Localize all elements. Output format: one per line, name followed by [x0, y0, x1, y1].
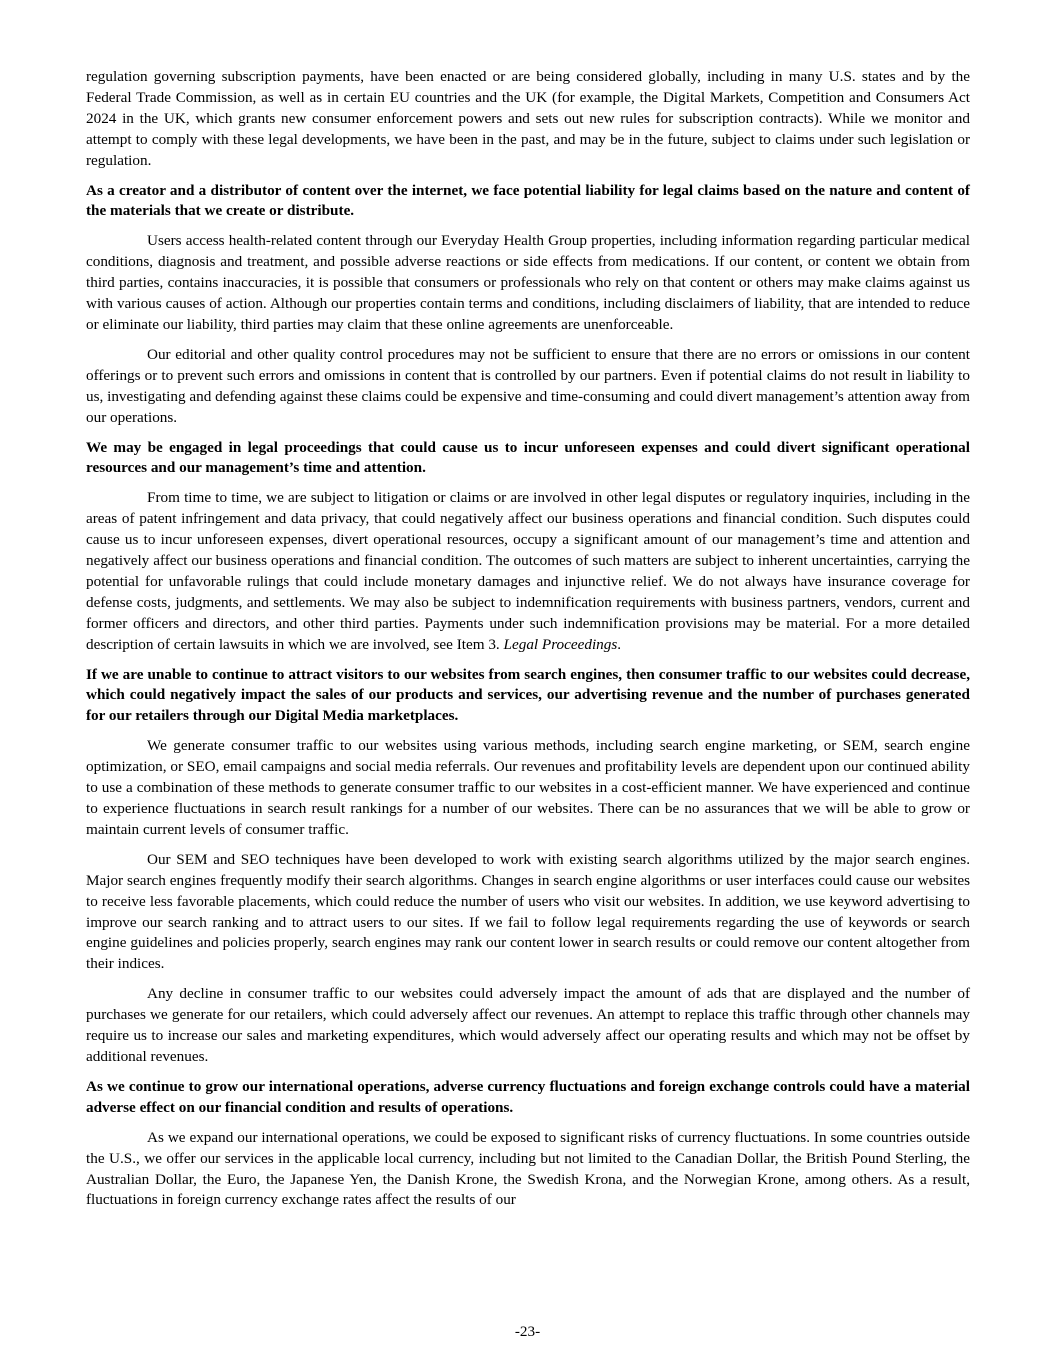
- paragraph-health-content: Users access health-related content through our Everyday Health Group properties, including information regarding particular medical conditions, diagnosis and treatment, and possible adverse reactions or side effects from medications. If our content, or content we obtain from third parties, contains inaccuracies, it is possible that consumers or professionals who rely on that content or others may make claims against us with various causes of action. Although our properties contain terms and conditions, including disclaimers of liability, that are intended to reduce or eliminate our liability, third parties may claim that these online agreements are unenforceable.: [86, 232, 970, 333]
- heading-content-liability: As a creator and a distributor of content over the internet, we face potential liability for legal claims based on the nature and content of the materials that we create or distribute.: [86, 181, 970, 220]
- paragraph-traffic-decline: Any decline in consumer traffic to our websites could adversely impact the amount of ads that are displayed and the number of purchases we generate for our retailers, which could adversely affect our revenues. An attempt to replace this traffic through other channels may require us to increase our sales and marketing expenditures, which would adversely affect our operating results and which may not be offset by additional revenues.: [86, 985, 970, 1065]
- heading-legal-proceedings: We may be engaged in legal proceedings that could cause us to incur unforeseen expenses and could divert significant operational resources and our management’s time and attention.: [86, 438, 970, 477]
- paragraph-subscription-regulation: regulation governing subscription payments, have been enacted or are being considered globally, including in many U.S. states and by the Federal Trade Commission, as well as in certain EU countries and the UK (for example, the Digital Markets, Competition and Consumers Act 2024 in the UK, which grants new consumer enforcement powers and sets out new rules for subscription contracts). While we monitor and attempt to comply with these legal developments, we have been in the past, and may be in the future, subject to claims under such legislation or regulation.: [86, 68, 970, 169]
- document-page: [86, 67, 970, 1220]
- paragraph-litigation-text: From time to time, we are subject to litigation or claims or are involved in other legal disputes or regulatory inquiries, including in the areas of patent infringement and data privacy, that could negatively affect our business operations and financial condition. Such disputes could cause us to incur unforeseen expenses, divert operational resources, occupy a significant amount of our management’s time and attention and negatively affect our business operations and financial condition. The outcomes of such matters are subject to inherent uncertainties, carrying the potential for unfavorable rulings that could include monetary damages and injunctive relief. We do not always have insurance coverage for defense costs, judgments, and settlements. We may also be subject to indemnification requirements with business partners, vendors, current and former officers and directors, and other third parties. Payments under such indemnification provisions may be material. For a more detailed description of certain lawsuits in which we are involved, see Item 3.: [86, 489, 970, 653]
- paragraph-litigation-period: .: [617, 635, 622, 653]
- heading-search-engine-traffic: If we are unable to continue to attract visitors to our websites from search engines, then consumer traffic to our websites could decrease, which could negatively impact the sales of our products and services, our advertising revenue and the number of purchases generated for our retailers through our Digital Media marketplaces.: [86, 665, 970, 725]
- paragraph-editorial-procedures: Our editorial and other quality control procedures may not be sufficient to ensure that there are no errors or omissions in our content offerings or to prevent such errors and omissions in content that is controlled by our partners. Even if potential claims do not result in liability to us, investigating and defending against these claims could be expensive and time-consuming and could divert management’s attention away from our operations.: [86, 345, 970, 426]
- heading-currency-fluctuations: As we continue to grow our international operations, adverse currency fluctuations and foreign exchange controls could have a material adverse effect on our financial condition and results of operations.: [86, 1077, 970, 1116]
- paragraph-litigation: [86, 488, 970, 655]
- page-number: -23-: [514, 1323, 541, 1340]
- paragraph-sem-seo: Our SEM and SEO techniques have been developed to work with existing search algorithms utilized by the major search engines. Major search engines frequently modify their search algorithms. Changes in search engine algorithms or user interfaces could cause our websites to receive less favorable placements, which could reduce the number of users who visit our websites. In addition, we use keyword advertising to improve our search ranking and to attract users to our sites. If we fail to follow legal requirements regarding the use of keywords or search engine guidelines and policies properly, search engines may rank our content lower in search results or could remove our content altogether from their indices.: [86, 850, 970, 973]
- legal-proceedings-reference: Legal Proceedings: [503, 635, 618, 653]
- paragraph-currency-risk: As we expand our international operations, we could be exposed to significant risks of currency fluctuations. In some countries outside the U.S., we offer our services in the applicable local currency, including but not limited to the Canadian Dollar, the British Pound Sterling, the Australian Dollar, the Euro, the Japanese Yen, the Danish Krone, the Swedish Krona, and the Norwegian Krone, among others. As a result, fluctuations in foreign currency exchange rates affect the results of our: [86, 1128, 970, 1209]
- paragraph-traffic-methods: We generate consumer traffic to our websites using various methods, including search engine marketing, or SEM, search engine optimization, or SEO, email campaigns and social media referrals. Our revenues and profitability levels are dependent upon our continued ability to use a combination of these methods to generate consumer traffic to our websites in a cost-efficient manner. We have experienced and continue to experience fluctuations in search result rankings for a number of our websites. There can be no assurances that we will be able to grow or maintain current levels of consumer traffic.: [86, 737, 970, 838]
